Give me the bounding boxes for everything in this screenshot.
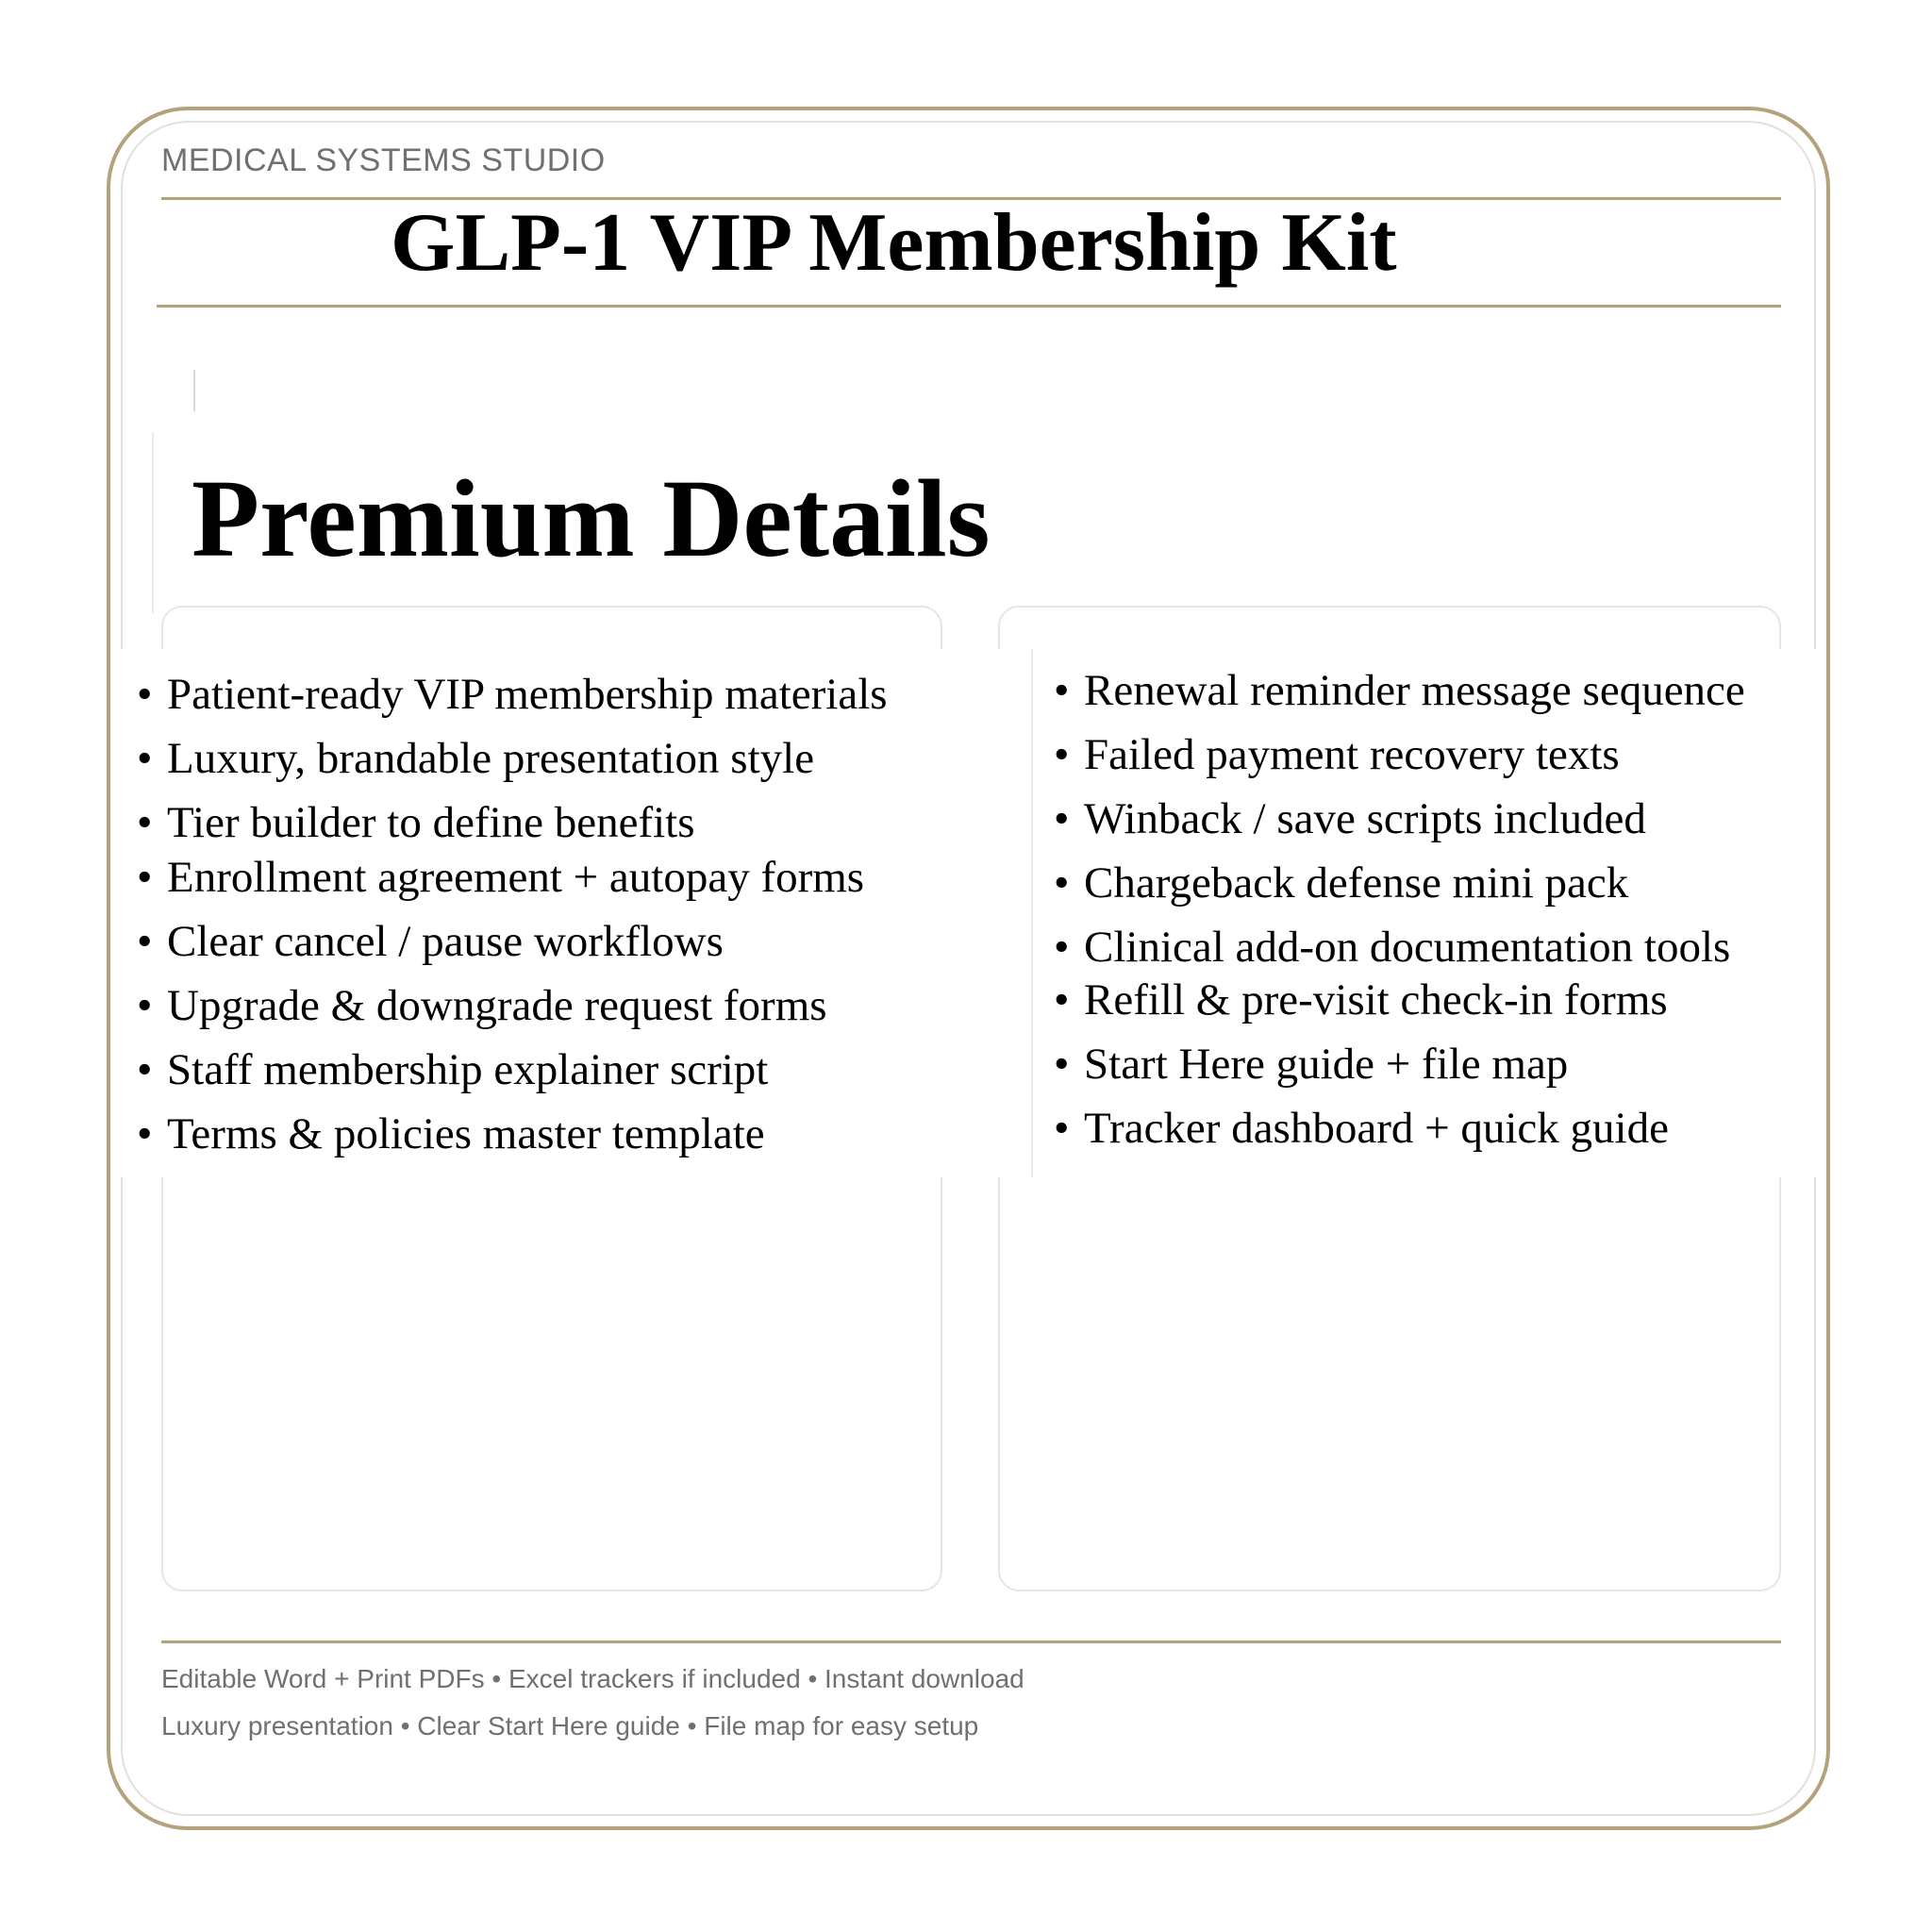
list-item <box>137 1106 765 1162</box>
list-item <box>137 666 888 723</box>
list-item-text: Clear cancel / pause workflows <box>167 917 724 966</box>
list-item-text: Patient-ready VIP membership materials <box>167 670 888 719</box>
column-divider <box>1031 649 1033 1177</box>
list-item-text: Terms & policies master template <box>167 1109 765 1158</box>
list-item <box>1054 1036 1568 1092</box>
footer-divider <box>161 1641 1781 1643</box>
list-item-text: Chargeback defense mini pack <box>1084 858 1629 908</box>
section-title: Premium Details <box>192 457 991 580</box>
bullet-icon: • <box>137 798 153 847</box>
list-item <box>137 849 864 906</box>
bullet-icon: • <box>137 734 153 783</box>
list-item-text: Enrollment agreement + autopay forms <box>167 853 865 902</box>
footer-line-presentation: Luxury presentation • Clear Start Here guide • File map for easy setup <box>161 1711 979 1740</box>
list-item-text: Failed payment recovery texts <box>1084 730 1620 779</box>
list-item-text: Luxury, brandable presentation style <box>167 734 815 783</box>
studio-name: MEDICAL SYSTEMS STUDIO <box>161 142 606 178</box>
list-item <box>137 1041 768 1098</box>
list-item-text: Start Here guide + file map <box>1084 1040 1569 1089</box>
bullet-icon: • <box>137 670 153 719</box>
list-item-text: Refill & pre-visit check-in forms <box>1084 975 1668 1024</box>
bullet-icon: • <box>1054 730 1070 779</box>
list-item <box>1054 855 1628 911</box>
list-item <box>1054 662 1745 719</box>
bullet-icon: • <box>137 981 153 1030</box>
list-item <box>137 977 827 1034</box>
bullet-icon: • <box>137 1109 153 1158</box>
kit-title: GLP-1 VIP Membership Kit <box>391 197 1397 289</box>
accent-line <box>152 432 154 613</box>
footer-line-formats: Editable Word + Print PDFs • Excel trackers if included • Instant download <box>161 1664 1024 1693</box>
list-item <box>1054 726 1620 783</box>
list-item-text: Renewal reminder message sequence <box>1084 666 1745 715</box>
list-item-text: Winback / save scripts included <box>1084 794 1646 843</box>
list-item <box>137 730 814 787</box>
bullet-icon: • <box>1054 923 1070 972</box>
list-item <box>137 794 695 851</box>
bullet-icon: • <box>1054 666 1070 715</box>
title-divider <box>157 305 1781 308</box>
bullet-icon: • <box>137 853 153 902</box>
bullet-icon: • <box>137 1045 153 1094</box>
bullet-icon: • <box>1054 975 1070 1024</box>
list-item-text: Tier builder to define benefits <box>167 798 695 847</box>
list-item-text: Tracker dashboard + quick guide <box>1084 1104 1669 1153</box>
bullet-icon: • <box>1054 1040 1070 1089</box>
list-item-text: Staff membership explainer script <box>167 1045 769 1094</box>
list-item-text: Upgrade & downgrade request forms <box>167 981 827 1030</box>
list-item <box>1054 791 1646 847</box>
list-item-text: Clinical add-on documentation tools <box>1084 923 1731 972</box>
list-item <box>1054 972 1668 1028</box>
list-item <box>1054 1100 1669 1157</box>
bullet-icon: • <box>1054 1104 1070 1153</box>
list-item <box>1054 919 1730 975</box>
bullet-icon: • <box>137 917 153 966</box>
bullet-icon: • <box>1054 794 1070 843</box>
bullet-icon: • <box>1054 858 1070 908</box>
list-item <box>137 913 724 970</box>
accent-line <box>193 370 195 411</box>
